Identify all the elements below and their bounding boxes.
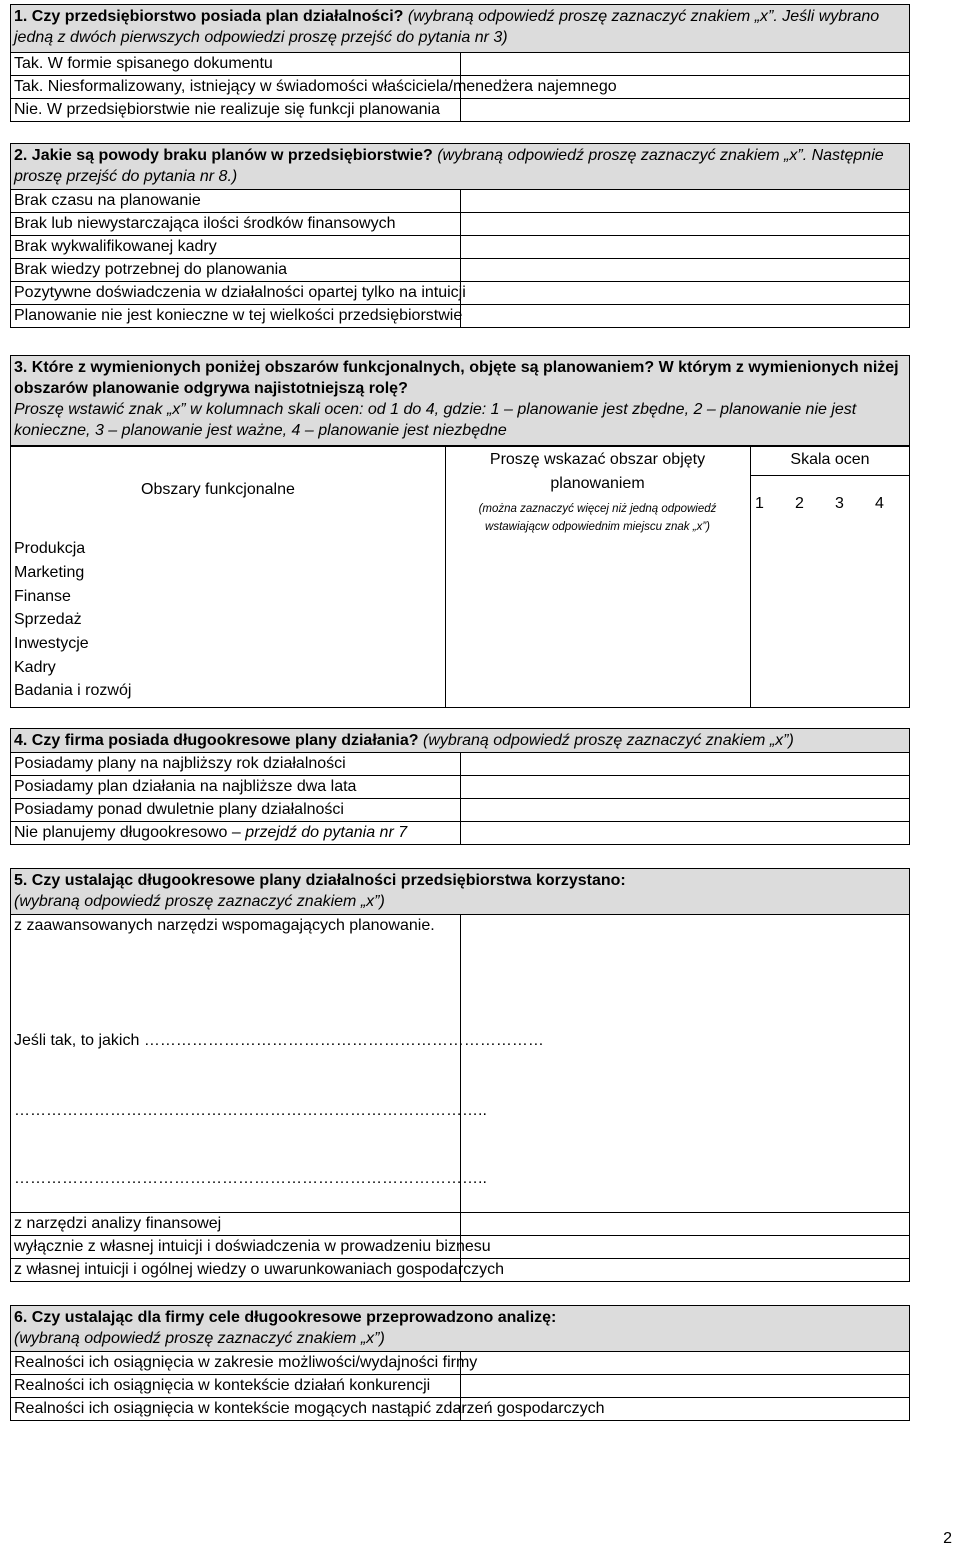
question-4-option: Posiadamy plany na najbliższy rok działalności (11, 753, 461, 776)
question-2-option: Brak lub niewystarczająca ilości środków finansowych (11, 213, 461, 236)
question-1-option: Tak. Niesformalizowany, istniejący w świadomości właściciela/menedżera najemnego (11, 76, 461, 99)
question-4-header (11, 729, 910, 753)
question-5-option: wyłącznie z własnej intuicji i doświadczenia w prowadzeniu biznesu (11, 1236, 461, 1259)
question-1-option: Nie. W przedsiębiorstwie nie realizuje się funkcji planowania (11, 99, 461, 122)
answer-box[interactable] (460, 915, 910, 1213)
question-3-header (11, 356, 910, 446)
scale-value-3: 3 (835, 495, 844, 512)
tools-fill-in-line[interactable]: …………………………………………………………………………….. (14, 1170, 487, 1187)
question-1-instruction-line2: jedną z dwóch pierwszych odpowiedzi proszę przejść do pytania nr 3) (14, 29, 508, 46)
area-label: Badania i rozwój (14, 682, 132, 699)
answer-box[interactable] (460, 99, 910, 122)
question-1-table (10, 4, 910, 122)
answer-box[interactable] (460, 1375, 910, 1398)
indicate-column-header-line2: planowaniem (550, 475, 645, 492)
answer-box[interactable] (460, 822, 910, 845)
question-1-instruction: (wybraną odpowiedź proszę zaznaczyć znakiem „x”. Jeśli wybrano (403, 8, 880, 25)
answer-box[interactable] (460, 776, 910, 799)
answer-box[interactable] (460, 753, 910, 776)
scale-column-header: Skala ocen (790, 451, 870, 468)
area-label: Produkcja (14, 540, 86, 557)
answer-box[interactable] (460, 1213, 910, 1236)
question-2-instruction: (wybraną odpowiedź proszę zaznaczyć znakiem „x”. Następnie proszę przejść do pytania nr 8.) (14, 147, 884, 185)
answer-box[interactable] (460, 305, 910, 328)
question-3-grid (10, 446, 910, 708)
question-5-instruction: (wybraną odpowiedź proszę zaznaczyć znakiem „x”) (14, 893, 385, 910)
question-3-header-table (10, 355, 910, 446)
question-6-table (10, 1305, 910, 1421)
question-5-header (11, 869, 910, 915)
question-3-instruction: Proszę wstawić znak „x” w kolumnach skali ocen: od 1 do 4, gdzie: 1 – planowanie jest zbędne, 2 – planowanie nie jest konieczne, 3 – planowanie jest ważne, 4 – planowanie jest niezbędne (14, 401, 857, 439)
question-6-header (11, 1306, 910, 1352)
answer-box[interactable] (460, 213, 910, 236)
question-2-option: Pozytywne doświadczenia w działalności opartej tylko na intuicji (11, 282, 461, 305)
answer-box[interactable] (460, 259, 910, 282)
question-6-option: Realności ich osiągnięcia w kontekście mogących nastąpić zdarzeń gospodarczych (11, 1398, 461, 1421)
areas-column-header: Obszary funkcjonalne (141, 481, 295, 498)
answer-box[interactable] (460, 1352, 910, 1375)
scale-value-2: 2 (795, 495, 804, 512)
question-5-tools-cell (11, 915, 544, 1213)
indicate-column-header: Proszę wskazać obszar objęty (489, 451, 706, 468)
indicate-column-note: (można zaznaczyć więcej niż jedną odpowiedź (478, 503, 717, 515)
area-label: Inwestycje (14, 635, 89, 652)
question-4-table (10, 728, 910, 845)
question-5-option: z zaawansowanych narzędzi wspomagających planowanie. (14, 917, 435, 934)
question-4-option: Posiadamy ponad dwuletnie plany działalności (11, 799, 461, 822)
area-label: Marketing (14, 564, 85, 581)
question-4-skip-instruction: przejdź do pytania nr 7 (245, 824, 408, 841)
question-4-title: 4. Czy firma posiada długookresowe plany działania? (14, 732, 419, 749)
answer-box[interactable] (460, 190, 910, 213)
question-2-option: Brak czasu na planowanie (11, 190, 461, 213)
answer-box[interactable] (460, 53, 910, 76)
scale-value-4: 4 (875, 495, 884, 512)
question-1-header (11, 5, 910, 53)
question-6-instruction: (wybraną odpowiedź proszę zaznaczyć znakiem „x”) (14, 1330, 385, 1347)
tools-fill-in-line[interactable]: Jeśli tak, to jakich ………………………………………………………………… (14, 1032, 544, 1049)
question-6-title: 6. Czy ustalając dla firmy cele długookresowe przeprowadzono analizę: (14, 1309, 557, 1326)
answer-box[interactable] (460, 236, 910, 259)
question-5-option: z narzędzi analizy finansowej (11, 1213, 461, 1236)
question-4-instruction: (wybraną odpowiedź proszę zaznaczyć znakiem „x”) (418, 732, 794, 749)
area-label: Kadry (14, 659, 56, 676)
question-2-title: 2. Jakie są powody braku planów w przedsiębiorstwie? (14, 147, 433, 164)
question-3-title: 3. Które z wymienionych poniżej obszarów funkcjonalnych, objęte są planowaniem? W którym z wymienionych niżej obszarów planowanie odgrywa najistotniejszą rolę? (14, 359, 899, 397)
question-2-option: Brak wykwalifikowanej kadry (11, 236, 461, 259)
answer-box[interactable] (460, 282, 910, 305)
question-1-title: 1. Czy przedsiębiorstwo posiada plan działalności? (14, 8, 404, 25)
answer-box[interactable] (460, 1236, 910, 1259)
question-2-option: Brak wiedzy potrzebnej do planowania (11, 259, 461, 282)
question-5-title: 5. Czy ustalając długookresowe plany działalności przedsiębiorstwa korzystano: (14, 872, 626, 889)
scale-value-1: 1 (755, 495, 764, 512)
area-label: Sprzedaż (14, 611, 82, 628)
tools-fill-in-line[interactable]: …………………………………………………………………………….. (14, 1102, 487, 1119)
indicate-column-note-line2: wstawiającw odpowiednim miejscu znak „x”) (485, 521, 710, 533)
question-5-table (10, 868, 910, 1282)
question-2-option: Planowanie nie jest konieczne w tej wielkości przedsiębiorstwie (11, 305, 461, 328)
area-label: Finanse (14, 588, 71, 605)
question-2-header (11, 144, 910, 190)
question-6-option: Realności ich osiągnięcia w kontekście działań konkurencji (11, 1375, 461, 1398)
question-2-table (10, 143, 910, 328)
page-number: 2 (943, 1530, 952, 1547)
question-1-option: Tak. W formie spisanego dokumentu (11, 53, 461, 76)
answer-box[interactable] (460, 1259, 910, 1282)
question-6-option: Realności ich osiągnięcia w zakresie możliwości/wydajności firmy (11, 1352, 461, 1375)
question-5-option: z własnej intuicji i ogólnej wiedzy o uwarunkowaniach gospodarczych (11, 1259, 461, 1282)
question-4-option-text: Nie planujemy długookresowo – (14, 824, 246, 841)
answer-box[interactable] (460, 799, 910, 822)
question-4-option: Posiadamy plan działania na najbliższe dwa lata (11, 776, 461, 799)
question-4-option (11, 822, 461, 845)
